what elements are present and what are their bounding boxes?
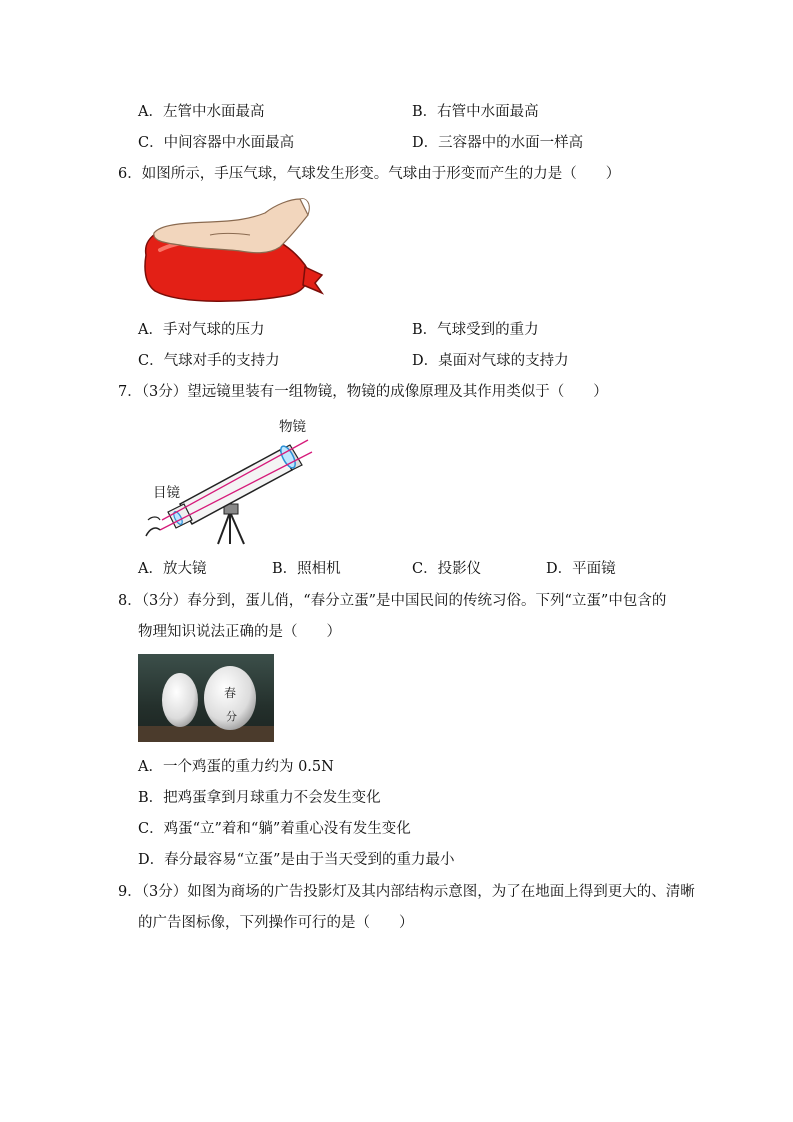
q6-stem: 6．如图所示，手压气球，气球发生形变。气球由于形变而产生的力是（ ） <box>118 166 621 182</box>
q7-stem: 7．（3分）望远镜里装有一组物镜，物镜的成像原理及其作用类似于（ ） <box>118 384 608 400</box>
telescope-figure <box>140 412 320 547</box>
q9-stem-line-2: 的广告图标像，下列操作可行的是（ ） <box>138 915 414 931</box>
q5-option-d: D．三容器中的水面一样高 <box>412 135 584 151</box>
q5-option-c: C．中间容器中水面最高 <box>138 135 295 151</box>
q6-option-a: A．手对气球的压力 <box>138 322 265 338</box>
egg-char-2: 分 <box>226 710 237 723</box>
q8-option-c: C．鸡蛋“立”着和“躺”着重心没有发生变化 <box>138 821 411 837</box>
q6-option-b: B．气球受到的重力 <box>412 322 539 338</box>
eggs-drawing <box>138 654 274 742</box>
q7-option-a: A．放大镜 <box>138 561 207 577</box>
q7-option-d: D．平面镜 <box>546 561 616 577</box>
q9-stem-line-1: 9．（3分）如图为商场的广告投影灯及其内部结构示意图，为了在地面上得到更大的、清晰 <box>118 884 695 900</box>
q5-option-b: B．右管中水面最高 <box>412 104 539 120</box>
q6-option-c: C．气球对手的支持力 <box>138 353 280 369</box>
q7-option-b: B．照相机 <box>272 561 341 577</box>
objective-lens-label: 物镜 <box>279 419 306 435</box>
q7-option-c: C．投影仪 <box>412 561 482 577</box>
q6-option-d: D．桌面对气球的支持力 <box>412 353 569 369</box>
hand-pressing-balloon-figure <box>140 195 325 305</box>
q8-option-a: A．一个鸡蛋的重力约为 0.5N <box>138 759 334 775</box>
q8-option-d: D．春分最容易“立蛋”是由于当天受到的重力最小 <box>138 852 455 868</box>
eyepiece-lens-label: 目镜 <box>153 485 180 501</box>
egg-char-1: 春 <box>224 686 237 700</box>
standing-eggs-photo <box>138 654 274 742</box>
q8-stem-line-2: 物理知识说法正确的是（ ） <box>138 624 341 640</box>
q8-option-b: B．把鸡蛋拿到月球重力不会发生变化 <box>138 790 381 806</box>
q8-stem-line-1: 8．（3分）春分到，蛋儿俏，“春分立蛋”是中国民间的传统习俗。下列“立蛋”中包含的 <box>118 593 667 609</box>
q5-option-a: A．左管中水面最高 <box>138 104 265 120</box>
